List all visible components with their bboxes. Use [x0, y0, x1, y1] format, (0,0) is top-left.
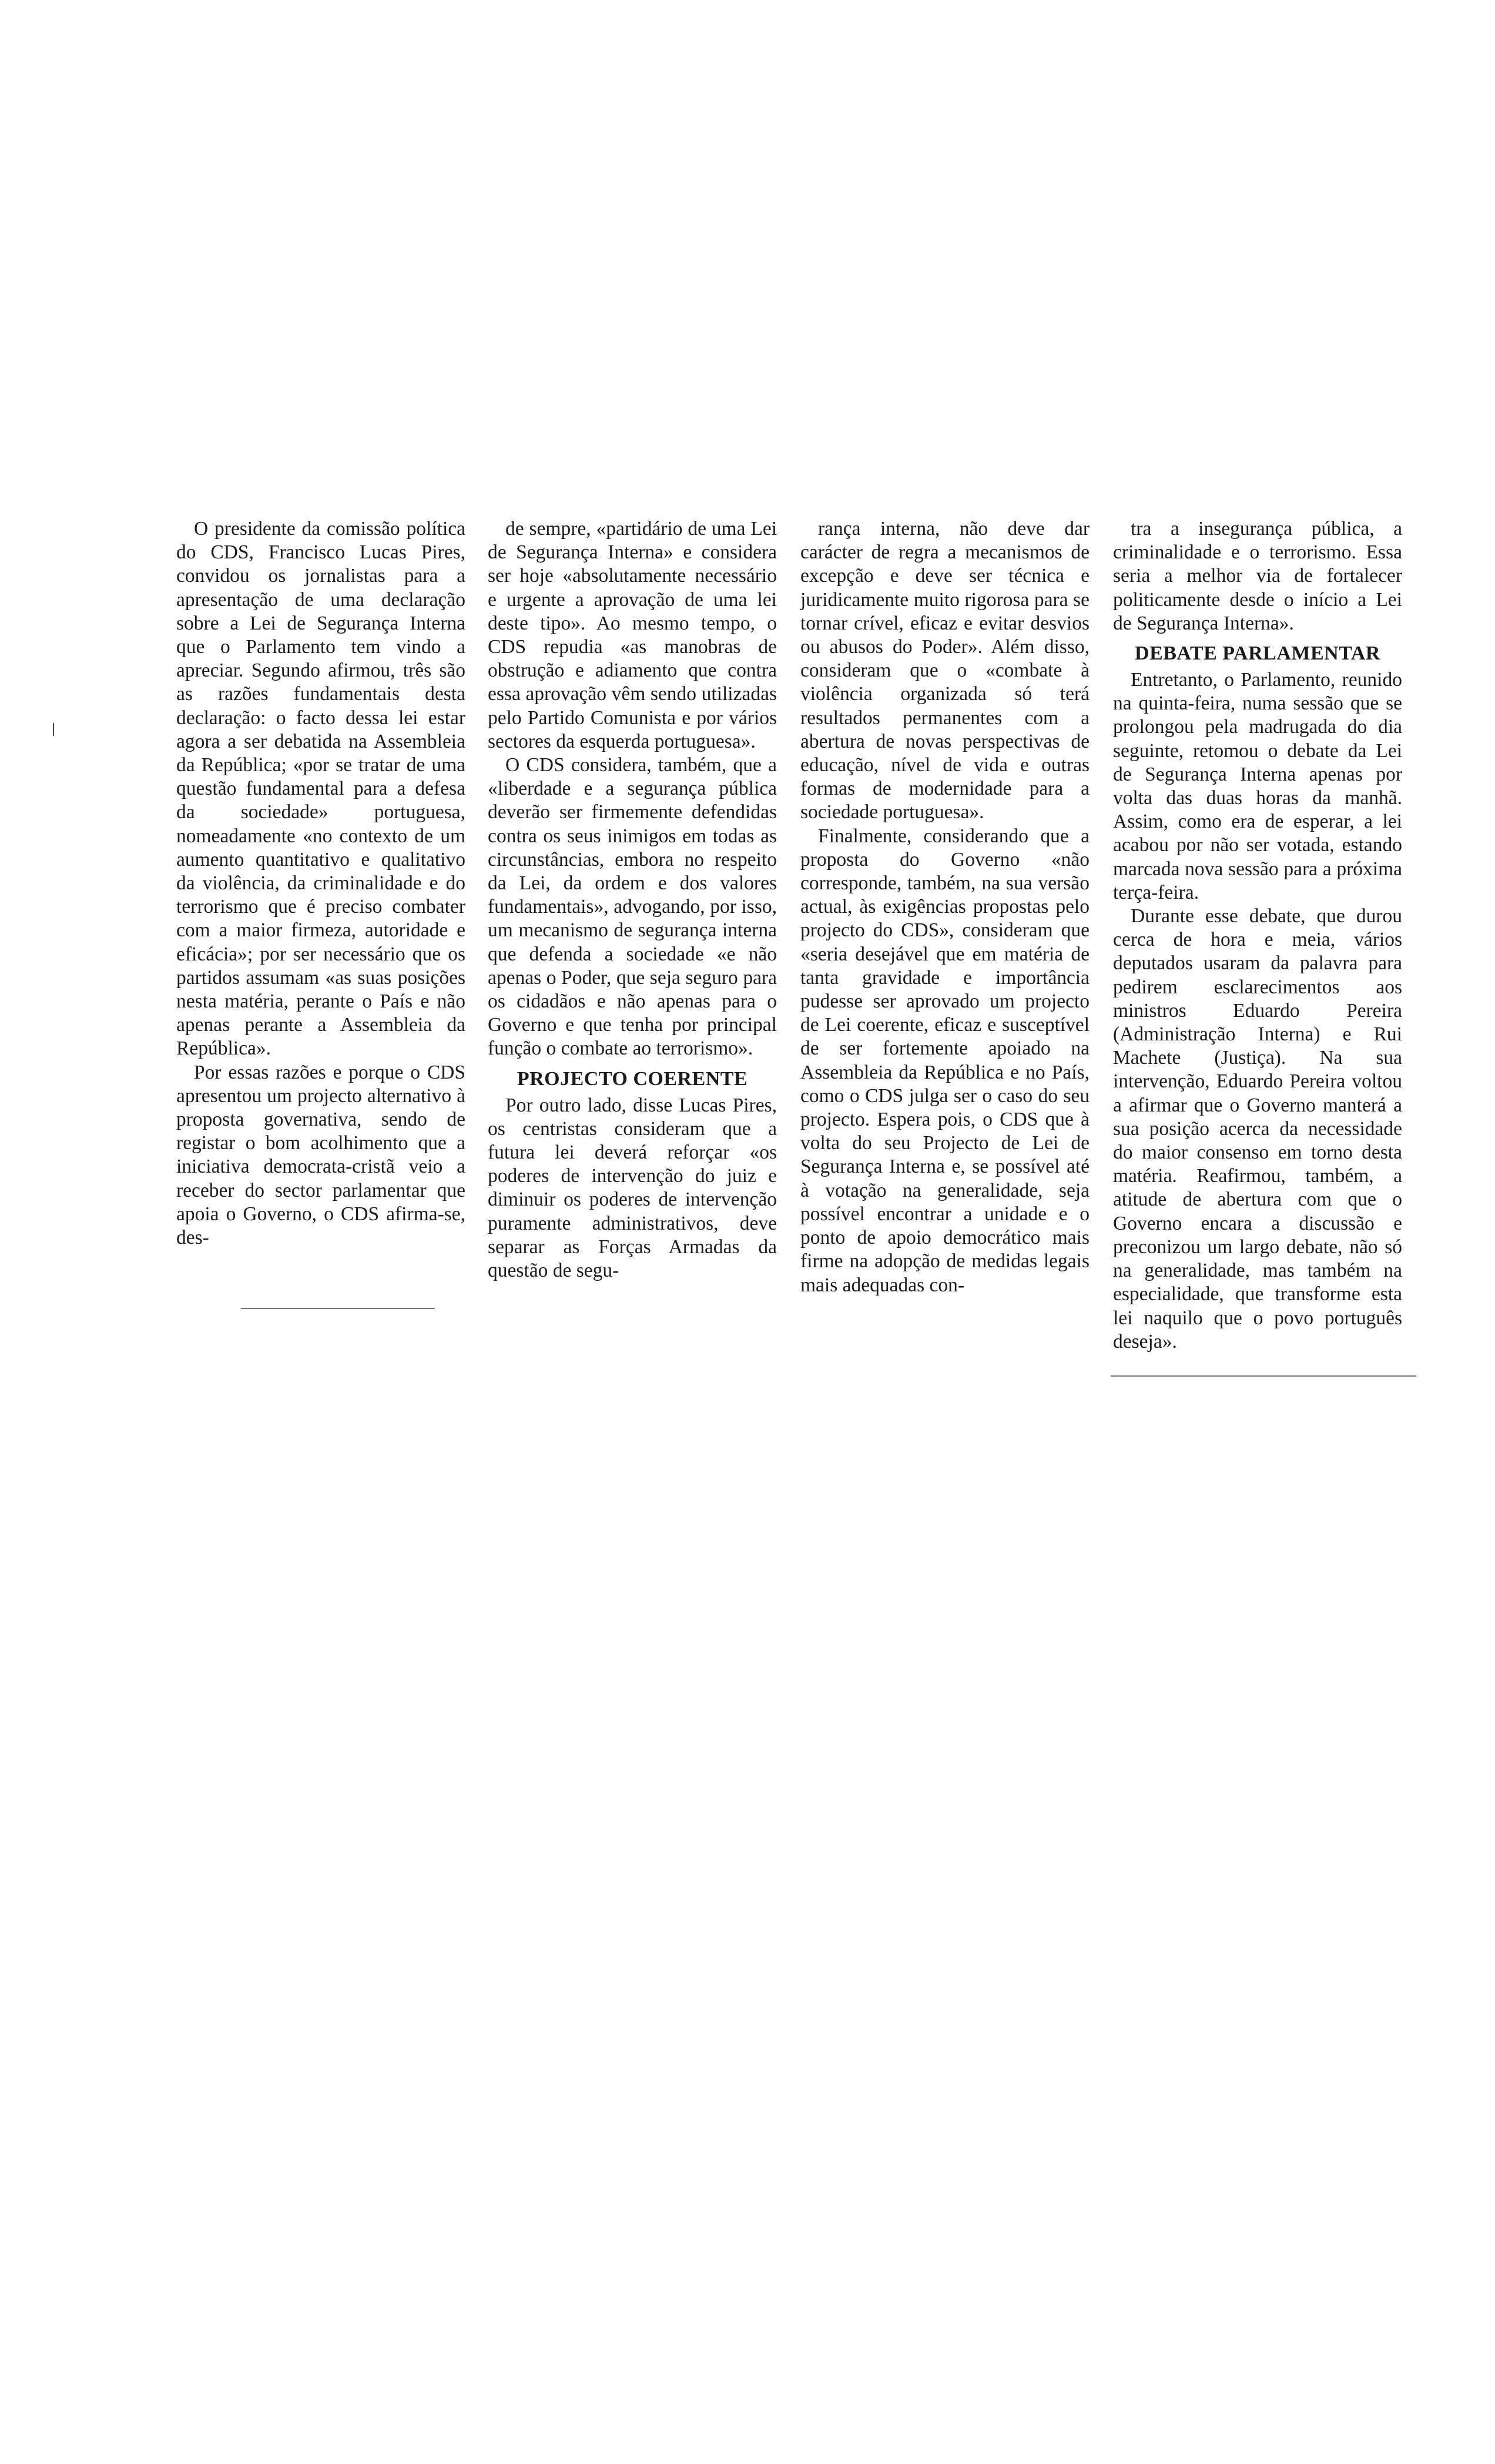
paragraph: Durante esse debate, que durou cerca de hora e meia, vários deputados usaram da palavra para pedirem esclarecimentos aos ministros Eduardo Pereira (Administração Interna) e Rui Machete (Justiça). Na sua intervenção, Eduardo Pereira voltou a afirmar que o Governo manterá a sua posição acerca da necessidade do maior consenso em torno desta matéria. Reafirmou, também, a atitude de abertura com que o Governo encara a discussão e preconizou um largo debate, não só na generalidade, mas também na especialidade, que transforme esta lei naquilo que o povo português deseja».: [1113, 905, 1402, 1352]
paragraph: Por essas razões e porque o CDS apresentou um projecto alternativo à proposta governativa, sendo de registar o bom acolhimento que a iniciativa democrata-cristã veio a receber do sector parlamentar que apoia o Governo, o CDS afirma-se, des-: [176, 1061, 465, 1249]
margin-mark: [53, 723, 54, 736]
paragraph: rança interna, não deve dar carácter de regra a mecanismos de excepção e deve ser técnica e juridicamente muito rigorosa para se tornar crível, eficaz e evitar desvios ou abusos do Poder». Além disso, consideram que o «combate à violência organizada só terá resultados permanentes com a abertura de novas perspectivas de educação, nível de vida e outras formas de modernidade para a sociedade portuguesa».: [800, 518, 1090, 823]
paragraph: tra a insegurança pública, a criminalidade e o terrorismo. Essa seria a melhor via de fortalecer politicamente desde o início a Lei de Segurança Interna».: [1113, 518, 1402, 634]
paragraph: de sempre, «partidário de uma Lei de Segurança Interna» e considera ser hoje «absolutamente necessário e urgente a aprovação de uma lei deste tipo». Ao mesmo tempo, o CDS repudia «as manobras de obstrução e adiamento que contra essa aprovação vêm sendo utilizadas pelo Partido Comunista e por vários sectores da esquerda portuguesa».: [488, 518, 777, 752]
section-heading: DEBATE PARLAMENTAR: [1135, 642, 1380, 665]
paragraph: Por outro lado, disse Lucas Pires, os centristas consideram que a futura lei deverá reforçar «os poderes de intervenção do juiz e diminuir os poderes de intervenção puramente administrativos, deve separar as Forças Armadas da questão de segu-: [488, 1094, 777, 1282]
article-column-2: [488, 517, 777, 1283]
paragraph: Finalmente, considerando que a proposta do Governo «não corresponde, também, na sua versão actual, às exigências propostas pelo projecto do CDS», consideram que «seria desejável que em matéria de tanta gravidade e importância pudesse ser aprovado um projecto de Lei coerente, eficaz e susceptível de ser fortemente apoiado na Assembleia da República e no País, como o CDS julga ser o caso do seu projecto. Espera pois, o CDS que à volta do seu Projecto de Lei de Segurança Interna e, se possível até à votação na generalidade, seja possível encontrar a unidade e o ponto de apoio democrático mais firme na adopção de medidas legais mais adequadas con-: [800, 825, 1090, 1296]
newspaper-clipping: [176, 517, 1428, 1405]
paragraph: O CDS considera, também, que a «liberdade e a segurança pública deverão ser firmemente defendidas contra os seus inimigos em todas as circunstâncias, embora no respeito da Lei, da ordem e dos valores fundamentais», advogando, por isso, um mecanismo de segurança interna que defenda a sociedade «e não apenas o Poder, que seja seguro para os cidadãos e não apenas para o Governo e que tenha por principal função o combate ao terrorismo».: [488, 754, 777, 1060]
column-end-rule: [241, 1308, 435, 1309]
article-column-3: [800, 517, 1090, 1297]
paragraph: O presidente da comissão política do CDS, Francisco Lucas Pires, convidou os jornalistas para a apresentação de uma declaração sobre a Lei de Segurança Interna que o Parlamento tem vindo a apreciar. Segundo afirmou, três são as razões fundamentais desta declaração: o facto dessa lei estar agora a ser debatida na Assembleia da República; «por se tratar de uma questão fundamental para a defesa da sociedade» portuguesa, nomeadamente «no contexto de um aumento quantitativo e qualitativo da violência, da criminalidade e do terrorismo que é preciso combater com a maior firmeza, autoridade e eficácia»; por ser necessário que os partidos assumam «as suas posições nesta matéria, perante o País e não apenas perante a Assembleia da República».: [176, 518, 465, 1060]
paragraph: Entretanto, o Parlamento, reunido na quinta-feira, numa sessão que se prolongou pela madrugada do dia seguinte, retomou o debate da Lei de Segurança Interna apenas por volta das duas horas da manhã. Assim, como era de esperar, a lei acabou por não ser votada, estando marcada nova sessão para a próxima terça-feira.: [1113, 669, 1402, 903]
section-heading: PROJECTO COERENTE: [517, 1067, 748, 1090]
column-end-rule: [1111, 1375, 1416, 1377]
article-column-4: [1113, 517, 1402, 1354]
article-column-1: [176, 517, 465, 1250]
